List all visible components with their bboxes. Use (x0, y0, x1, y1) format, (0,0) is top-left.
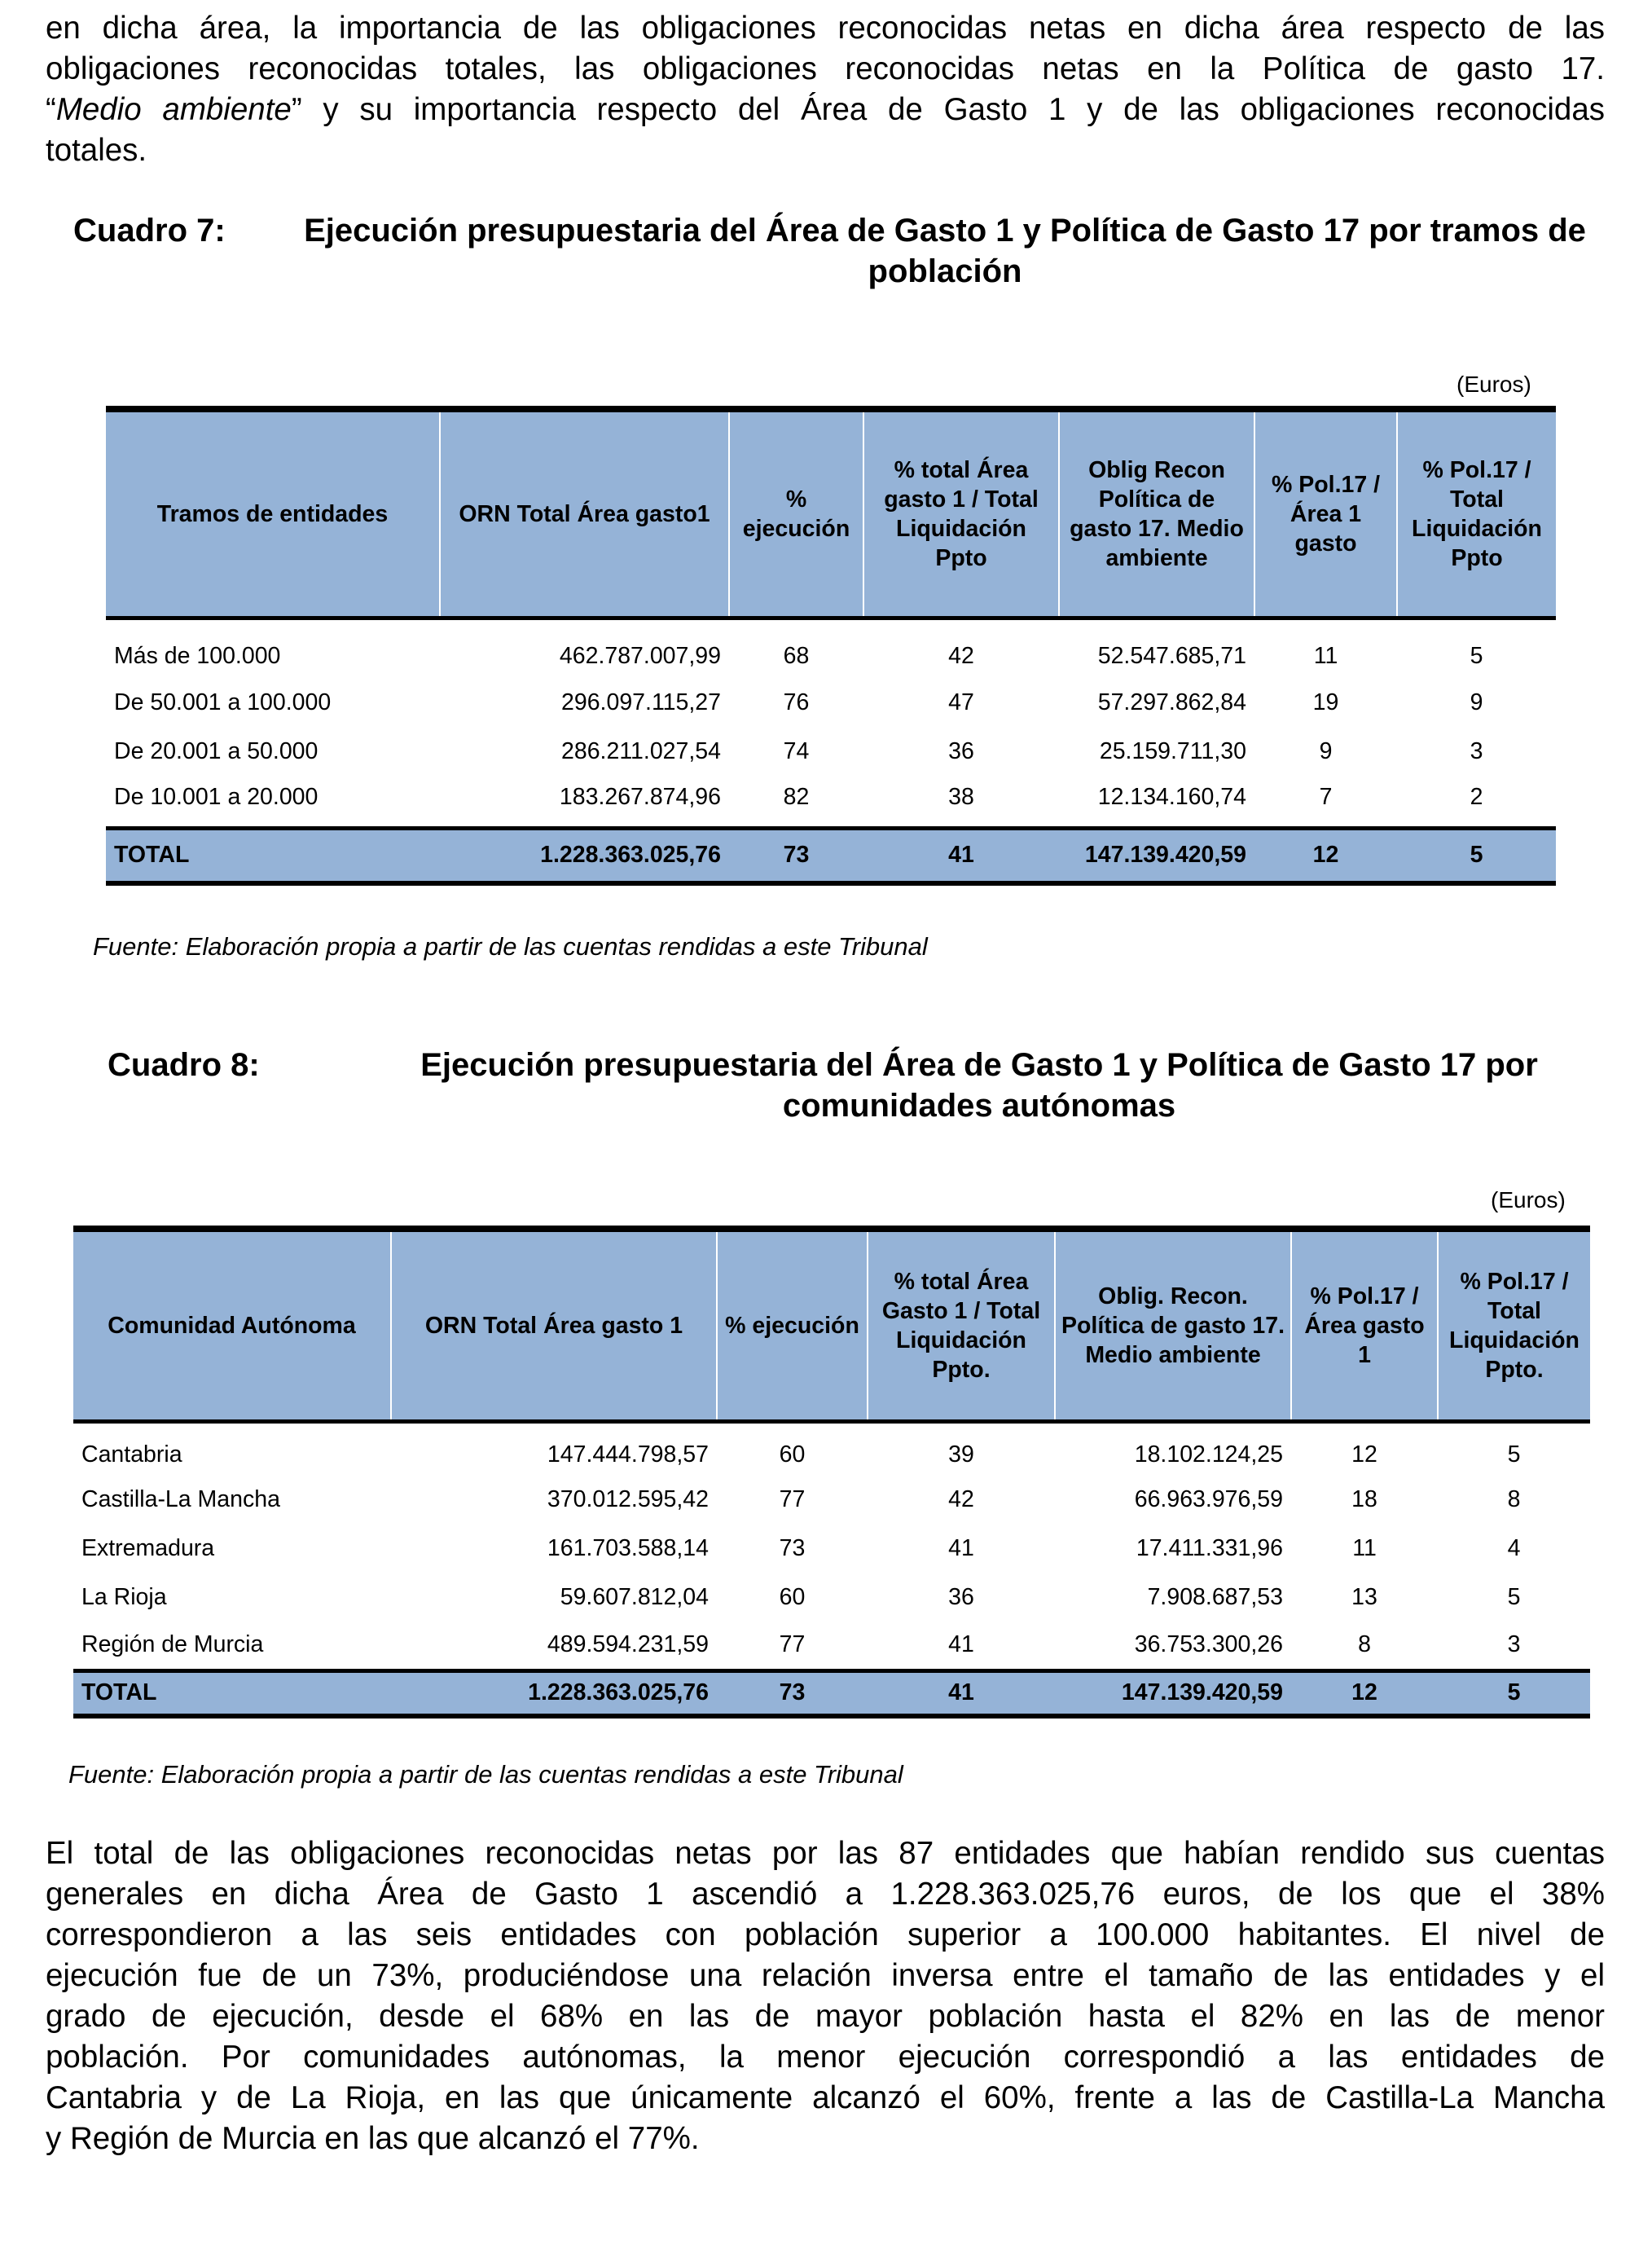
table-cell: 462.787.007,99 (559, 643, 721, 669)
table-cell: 41 (863, 828, 1059, 883)
table-cell: 25.159.711,30 (1099, 737, 1246, 764)
table-cell: 2 (1470, 784, 1483, 810)
table-row (106, 678, 1556, 727)
table-cell: 4 (1507, 1534, 1521, 1561)
table-cell: 3 (1507, 1631, 1521, 1658)
cuadro7-label: Cuadro 7: (73, 213, 226, 249)
cuadro7-header-cell: % total Área gasto 1 / Total Liquidación Ppto (863, 409, 1059, 618)
closing-line: El total de las obligaciones reconocidas netas por las 87 entidades que habían rendido sus cuentas (46, 1836, 1605, 1871)
closing-line: población. Por comunidades autónomas, la menor ejecución correspondió a las entidades de (46, 2040, 1605, 2075)
cuadro7-header-cell: % Pol.17 / Área 1 gasto (1254, 409, 1397, 618)
table-cell: 59.607.812,04 (560, 1583, 709, 1610)
table-row (73, 1421, 1590, 1475)
table-cell: La Rioja (81, 1583, 167, 1610)
table-cell: Más de 100.000 (114, 643, 281, 669)
table-cell: 68 (783, 643, 810, 669)
cuadro7-header-cell: Oblig Recon Política de gasto 17. Medio ambiente (1059, 409, 1254, 618)
table-cell: 12 (1254, 828, 1397, 883)
table-cell: 36.753.300,26 (1134, 1631, 1283, 1658)
table-total-row (106, 828, 1556, 883)
table-cell: 370.012.595,42 (547, 1485, 709, 1512)
table-cell: 13 (1351, 1583, 1377, 1610)
table-cell: 12.134.160,74 (1097, 784, 1246, 810)
cuadro8-header-row (73, 1229, 1590, 1421)
cuadro8-header-cell: % ejecución (717, 1229, 868, 1421)
table-cell: 5 (1470, 643, 1483, 669)
table-row (73, 1475, 1590, 1524)
table-cell: 489.594.231,59 (547, 1631, 709, 1658)
table-cell: 5 (1438, 1670, 1590, 1716)
table-cell: 147.139.420,59 (1059, 828, 1254, 883)
intro-line: totales. (46, 133, 147, 168)
table-cell: 147.444.798,57 (547, 1441, 709, 1468)
cuadro8-header-cell: % Pol.17 / Total Liquidación Ppto. (1438, 1229, 1590, 1421)
closing-line: Cantabria y de La Rioja, en las que únicamente alcanzó el 60%, frente a las de Castilla-La Mancha (46, 2080, 1605, 2115)
cuadro7-header-row (106, 409, 1556, 618)
table-total-row (73, 1670, 1590, 1716)
table-cell: 73 (729, 828, 863, 883)
cuadro7-header-cell: % ejecución (729, 409, 863, 618)
intro-line: “Medio ambiente” y su importancia respecto del Área de Gasto 1 y de las obligaciones reconocidas (46, 92, 1605, 127)
table-cell: 5 (1507, 1583, 1521, 1610)
table-cell: 73 (717, 1670, 868, 1716)
table-cell: 1.228.363.025,76 (440, 828, 729, 883)
table-cell: 41 (948, 1534, 974, 1561)
table-cell: 11 (1352, 1534, 1377, 1561)
cuadro8-header-cell: ORN Total Área gasto 1 (391, 1229, 717, 1421)
table-cell: 286.211.027,54 (561, 737, 721, 764)
intro-line: obligaciones reconocidas totales, las obligaciones reconocidas netas en la Política de gasto 17. (46, 51, 1605, 86)
table-cell: 77 (779, 1485, 806, 1512)
cuadro8-header-cell: % Pol.17 / Área gasto 1 (1291, 1229, 1438, 1421)
table-row (106, 776, 1556, 828)
table-cell: 36 (948, 1583, 974, 1610)
table-cell: TOTAL (106, 828, 440, 883)
table-cell: TOTAL (73, 1670, 391, 1716)
cuadro8-label: Cuadro 8: (108, 1047, 260, 1083)
cuadro7-table (106, 406, 1556, 886)
closing-line: ejecución fue de un 73%, produciéndose una relación inversa entre el tamaño de las entidades y el (46, 1958, 1605, 1993)
cuadro7-header-cell: Tramos de entidades (106, 409, 440, 618)
table-cell: 73 (779, 1534, 806, 1561)
table-row (106, 618, 1556, 678)
table-cell: 7.908.687,53 (1147, 1583, 1283, 1610)
table-cell: Región de Murcia (81, 1631, 264, 1658)
table-cell: 18.102.124,25 (1134, 1441, 1283, 1468)
table-row (73, 1524, 1590, 1573)
table-cell: 47 (948, 689, 974, 715)
table-cell: 60 (779, 1583, 806, 1610)
cuadro7-header-cell: ORN Total Área gasto1 (440, 409, 729, 618)
table-cell: 12 (1291, 1670, 1438, 1716)
table-cell: 66.963.976,59 (1134, 1485, 1283, 1512)
cuadro8-table (73, 1226, 1590, 1719)
table-cell: De 50.001 a 100.000 (114, 689, 332, 715)
cuadro7-source: Fuente: Elaboración propia a partir de las cuentas rendidas a este Tribunal (93, 932, 928, 961)
closing-line: generales en dicha Área de Gasto 1 ascendió a 1.228.363.025,76 euros, de los que el 38% (46, 1877, 1605, 1912)
table-row (73, 1622, 1590, 1670)
cuadro8-header-cell: % total Área Gasto 1 / Total Liquidación Ppto. (868, 1229, 1055, 1421)
table-cell: 41 (948, 1631, 974, 1658)
table-cell: 9 (1319, 737, 1333, 764)
table-cell: 41 (868, 1670, 1055, 1716)
table-cell: 76 (783, 689, 810, 715)
cuadro8-header-cell: Comunidad Autónoma (73, 1229, 391, 1421)
cuadro8-source: Fuente: Elaboración propia a partir de las cuentas rendidas a este Tribunal (68, 1760, 903, 1789)
table-cell: 38 (948, 784, 974, 810)
table-cell: 19 (1312, 689, 1339, 715)
table-cell: 5 (1397, 828, 1556, 883)
table-cell: 57.297.862,84 (1097, 689, 1246, 715)
cuadro8-units: (Euros) (1491, 1187, 1566, 1212)
cuadro8-title: Ejecución presupuestaria del Área de Gasto 1 y Política de Gasto 17 por comunidades autónomas (420, 1047, 1538, 1124)
closing-line: y Región de Murcia en las que alcanzó el 77%. (46, 2121, 700, 2156)
table-cell: 82 (783, 784, 810, 810)
table-cell: 183.267.874,96 (559, 784, 721, 810)
table-cell: 8 (1507, 1485, 1521, 1512)
table-cell: De 10.001 a 20.000 (114, 784, 319, 810)
cuadro7-header-cell: % Pol.17 / Total Liquidación Ppto (1397, 409, 1556, 618)
table-cell: 39 (948, 1441, 974, 1468)
intro-paragraph (46, 8, 1605, 171)
table-cell: 296.097.115,27 (561, 689, 721, 715)
cuadro7-units: (Euros) (1456, 372, 1531, 397)
table-cell: 12 (1351, 1441, 1377, 1468)
closing-line: grado de ejecución, desde el 68% en las de mayor población hasta el 82% en las de menor (46, 1999, 1605, 2034)
table-cell: 161.703.588,14 (547, 1534, 709, 1561)
table-row (106, 727, 1556, 776)
table-cell: 52.547.685,71 (1097, 643, 1246, 669)
table-cell: 42 (948, 643, 974, 669)
table-cell: 36 (948, 737, 974, 764)
closing-line: correspondieron a las seis entidades con población superior a 100.000 habitantes. El nivel de (46, 1917, 1605, 1952)
table-cell: 18 (1351, 1485, 1377, 1512)
table-cell: 74 (783, 737, 810, 764)
table-cell: 147.139.420,59 (1055, 1670, 1291, 1716)
table-cell: 11 (1313, 643, 1338, 669)
cuadro8-caption (108, 1045, 1590, 1126)
closing-paragraph (46, 1833, 1605, 2159)
table-cell: Extremadura (81, 1534, 215, 1561)
table-cell: Castilla-La Mancha (81, 1485, 280, 1512)
cuadro7-title: Ejecución presupuestaria del Área de Gasto 1 y Política de Gasto 17 por tramos de población (304, 213, 1586, 289)
table-cell: 17.411.331,96 (1136, 1534, 1283, 1561)
table-cell: 3 (1470, 737, 1483, 764)
table-cell: 8 (1358, 1631, 1371, 1658)
cuadro7-caption (73, 210, 1586, 292)
table-cell: 42 (948, 1485, 974, 1512)
table-cell: Cantabria (81, 1441, 182, 1468)
table-cell: 5 (1507, 1441, 1521, 1468)
cuadro8-header-cell: Oblig. Recon. Política de gasto 17. Medio ambiente (1055, 1229, 1291, 1421)
intro-line: en dicha área, la importancia de las obligaciones reconocidas netas en dicha área respecto de las (46, 11, 1605, 46)
table-cell: 1.228.363.025,76 (391, 1670, 717, 1716)
table-row (73, 1573, 1590, 1622)
table-cell: 77 (779, 1631, 806, 1658)
table-cell: 9 (1470, 689, 1483, 715)
table-cell: De 20.001 a 50.000 (114, 737, 319, 764)
table-cell: 60 (779, 1441, 806, 1468)
table-cell: 7 (1319, 784, 1333, 810)
